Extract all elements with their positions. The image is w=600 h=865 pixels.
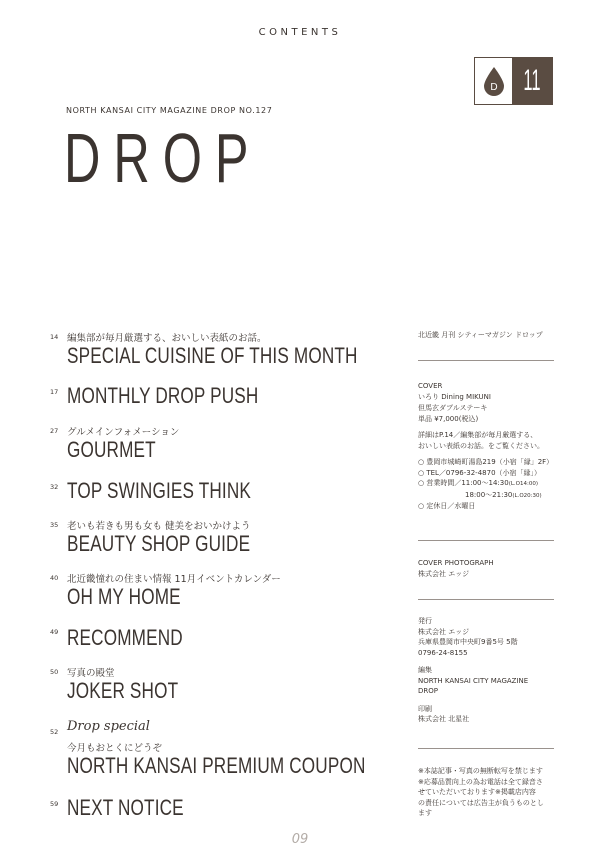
toc-subtitle: 北近畿憧れの住まい情報 11月イベントカレンダー bbox=[67, 574, 281, 585]
toc-title: NORTH KANSAI PREMIUM COUPON bbox=[67, 753, 366, 778]
toc-page: 14 bbox=[50, 333, 59, 341]
toc-subtitle: 老いも若きも男も女も 健美をおいかけよう bbox=[67, 521, 251, 532]
drop-icon bbox=[482, 66, 506, 96]
divider bbox=[418, 748, 554, 749]
magazine-title: DROP bbox=[64, 119, 262, 197]
toc-page: 49 bbox=[50, 628, 59, 636]
cover-hours bbox=[418, 478, 558, 490]
toc-subtitle: 今月もおとくにどうぞ bbox=[67, 743, 163, 754]
toc-page: 40 bbox=[50, 574, 59, 582]
drop-logo bbox=[475, 58, 512, 104]
toc-page: 59 bbox=[50, 800, 59, 808]
cover-label: COVER bbox=[418, 382, 443, 390]
cover-info bbox=[418, 381, 558, 512]
toc-subtitle: 写真の殿堂 bbox=[67, 668, 115, 679]
photo-company: 株式会社 エッジ bbox=[418, 569, 470, 578]
publisher-info bbox=[418, 616, 558, 725]
contents-heading: CONTENTS bbox=[258, 27, 342, 38]
mag-name-jp: 北近畿 月刊 シティーマガジン ドロップ bbox=[418, 331, 543, 339]
page-number: 09 bbox=[291, 832, 309, 847]
toc-page: 27 bbox=[50, 427, 59, 435]
notice-line: の責任については広告主が負うものとし bbox=[418, 798, 544, 807]
toc-title: TOP SWINGIES THINK bbox=[67, 478, 251, 503]
issue-badge bbox=[474, 57, 553, 105]
toc-subtitle: グルメインフォメーション bbox=[67, 427, 180, 438]
divider bbox=[418, 360, 554, 361]
toc-page: 32 bbox=[50, 483, 59, 491]
cover-address: ○ 豊岡市城崎町湯島219（小宿「縁」2F） bbox=[418, 458, 554, 466]
badge-number: 11 bbox=[521, 64, 543, 98]
notice-line: ※応募品質向上の為お電話は全て録音さ bbox=[418, 777, 543, 786]
toc-title: RECOMMEND bbox=[67, 625, 183, 650]
hours-lunch-lo: (L.O14:00) bbox=[508, 481, 538, 487]
publisher-address: 兵庫県豊岡市中央町9番5号 5階 bbox=[418, 638, 518, 646]
notice-line: ※本誌記事・写真の無断転写を禁じます bbox=[418, 767, 543, 775]
divider bbox=[418, 540, 554, 541]
toc-page: 35 bbox=[50, 521, 59, 529]
badge-letter: D bbox=[489, 82, 498, 93]
sidebar-mag-name bbox=[418, 330, 558, 341]
toc-subtitle: 編集部が毎月厳選する、おいしい表紙のお話。 bbox=[67, 333, 267, 344]
notice-line: せていただいております※掲載店内容 bbox=[418, 788, 536, 796]
photo-credit bbox=[418, 558, 558, 579]
toc-title: GOURMET bbox=[67, 437, 156, 462]
publisher-label: 発行 bbox=[418, 617, 432, 625]
publisher-company: 株式会社 エッジ bbox=[418, 627, 470, 636]
editor-line: NORTH KANSAI CITY MAGAZINE bbox=[418, 676, 529, 685]
notice-line: ます bbox=[418, 809, 432, 817]
cover-detail: 詳細はP.14／編集部が毎月厳選する、 bbox=[418, 431, 538, 439]
toc-title: OH MY HOME bbox=[67, 584, 181, 609]
notice bbox=[418, 766, 558, 819]
hours-dinner: 18:00～21:30 bbox=[465, 490, 513, 499]
cover-detail: おいしい表紙のお話。をご覧ください。 bbox=[418, 441, 544, 450]
cover-price: 単品 ¥7,000(税込) bbox=[418, 414, 479, 423]
hours-dinner-lo: (L.O20:30) bbox=[512, 492, 542, 499]
toc-title: SPECIAL CUISINE OF THIS MONTH bbox=[67, 343, 358, 368]
toc-page: 17 bbox=[50, 388, 59, 396]
toc-page: 52 bbox=[50, 728, 59, 736]
cover-dish: 但馬玄ダブルステーキ bbox=[418, 404, 488, 412]
cover-closed: ○ 定休日／水曜日 bbox=[418, 502, 476, 510]
photo-label: COVER PHOTOGRAPH bbox=[418, 559, 494, 567]
cover-shop: いろり Dining MIKUNI bbox=[418, 392, 491, 401]
toc-title: NEXT NOTICE bbox=[67, 795, 184, 820]
editor-line: DROP bbox=[418, 687, 438, 695]
editor-label: 編集 bbox=[418, 666, 432, 674]
divider bbox=[418, 599, 554, 600]
toc-title: BEAUTY SHOP GUIDE bbox=[67, 531, 251, 556]
printer-company: 株式会社 北星社 bbox=[418, 715, 470, 723]
publisher-tel: 0796-24-8155 bbox=[418, 648, 468, 657]
hours-lunch: ○ 営業時間／11:00～14:30 bbox=[418, 479, 509, 487]
toc-title: JOKER SHOT bbox=[67, 678, 179, 703]
cover-tel: ○ TEL／0796-32-4870（小宿「縁」） bbox=[418, 468, 542, 477]
printer-label: 印刷 bbox=[418, 704, 432, 713]
toc-title: MONTHLY DROP PUSH bbox=[67, 383, 259, 408]
toc-page: 50 bbox=[50, 668, 59, 676]
magazine-subtitle: NORTH KANSAI CITY MAGAZINE DROP NO.127 bbox=[66, 106, 273, 115]
drop-special-script: Drop special bbox=[67, 719, 150, 734]
cover-hours bbox=[418, 490, 558, 502]
